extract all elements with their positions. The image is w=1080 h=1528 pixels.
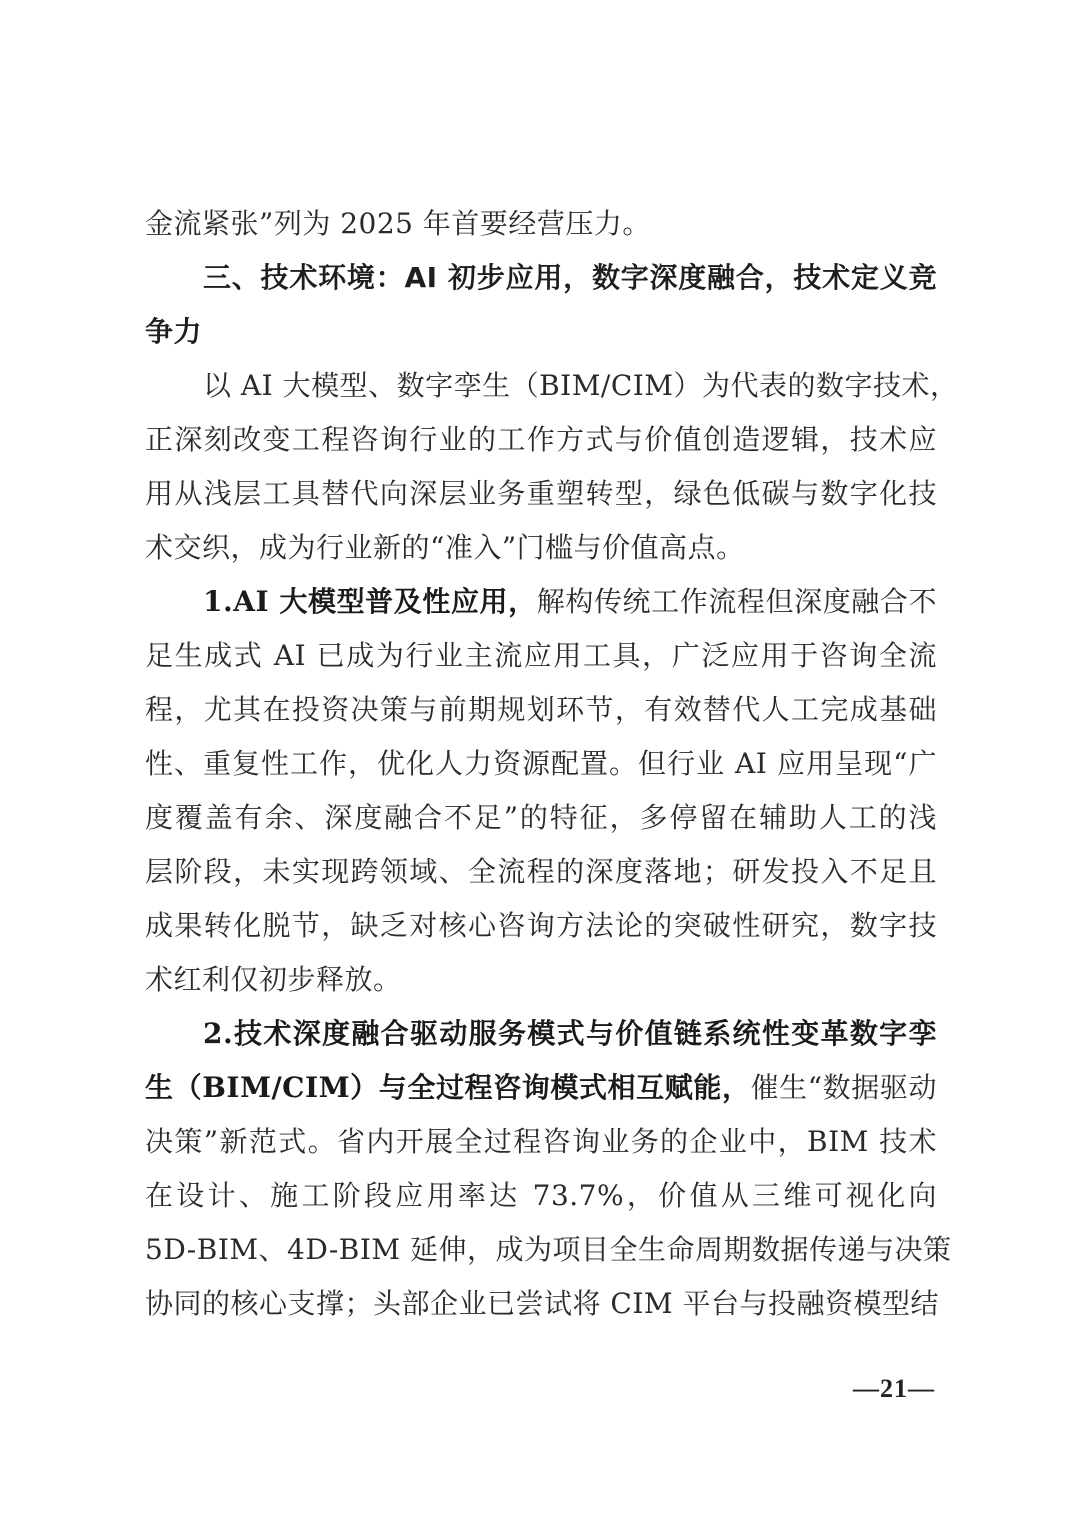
text-line: 性、重复性工作，优化人力资源配置。但行业 AI 应用呈现“广 xyxy=(145,747,937,780)
heading-line: 三、技术环境：AI 初步应用，数字深度融合，技术定义竞 xyxy=(203,261,937,294)
text-line: 用从浅层工具替代向深层业务重塑转型，绿色低碳与数字化技 xyxy=(145,477,937,510)
document-body xyxy=(145,197,959,1331)
text-line: 以 AI 大模型、数字孪生（BIM/CIM）为代表的数字技术， xyxy=(203,369,959,402)
text-line: 层阶段，未实现跨领域、全流程的深度落地；研发投入不足且 xyxy=(145,855,937,888)
heading-line: 争力 xyxy=(145,315,203,348)
text-line xyxy=(145,1061,937,1115)
page-number: —21— xyxy=(853,1374,935,1403)
paragraph-tech-integration xyxy=(145,1007,952,1331)
text-line: 术红利仅初步释放。 xyxy=(145,963,402,996)
text-segment-bold: 生（BIM/CIM）与全过程咨询模式相互赋能， xyxy=(145,1071,751,1104)
text-segment: 催生“数据驱动 xyxy=(750,1071,937,1104)
text-line xyxy=(145,575,937,629)
text-line: 正深刻改变工程咨询行业的工作方式与价值创造逻辑，技术应 xyxy=(145,423,937,456)
paragraph-intro xyxy=(145,359,959,575)
text-line: 术交织，成为行业新的“准入”门槛与价值高点。 xyxy=(145,531,745,564)
text-line: 足生成式 AI 已成为行业主流应用工具，广泛应用于咨询全流 xyxy=(145,639,937,672)
subheading-ai-models: 1.AI 大模型普及性应用， xyxy=(203,585,537,618)
text-line: 决策”新范式。省内开展全过程咨询业务的企业中，BIM 技术 xyxy=(145,1125,937,1158)
text-line: 在设计、施工阶段应用率达 73.7%，价值从三维可视化向 xyxy=(145,1179,937,1212)
text-segment: 解构传统工作流程但深度融合不 xyxy=(536,585,937,618)
subheading-tech-integration: 2.技术深度融合驱动服务模式与价值链系统性变革数字孪 xyxy=(203,1017,937,1050)
text-line: 协同的核心支撑；头部企业已尝试将 CIM 平台与投融资模型结 xyxy=(145,1287,939,1320)
text-line: 度覆盖有余、深度融合不足”的特征，多停留在辅助人工的浅 xyxy=(145,801,937,834)
text-line: 5D-BIM、4D-BIM 延伸，成为项目全生命周期数据传递与决策 xyxy=(145,1233,952,1266)
text-line: 金流紧张”列为 2025 年首要经营压力。 xyxy=(145,207,651,240)
section-heading xyxy=(145,251,937,359)
paragraph-ai-models xyxy=(145,575,937,1007)
text-line: 程，尤其在投资决策与前期规划环节，有效替代人工完成基础 xyxy=(145,693,937,726)
text-line: 成果转化脱节，缺乏对核心咨询方法论的突破性研究，数字技 xyxy=(145,909,937,942)
paragraph-continuation xyxy=(145,197,937,251)
